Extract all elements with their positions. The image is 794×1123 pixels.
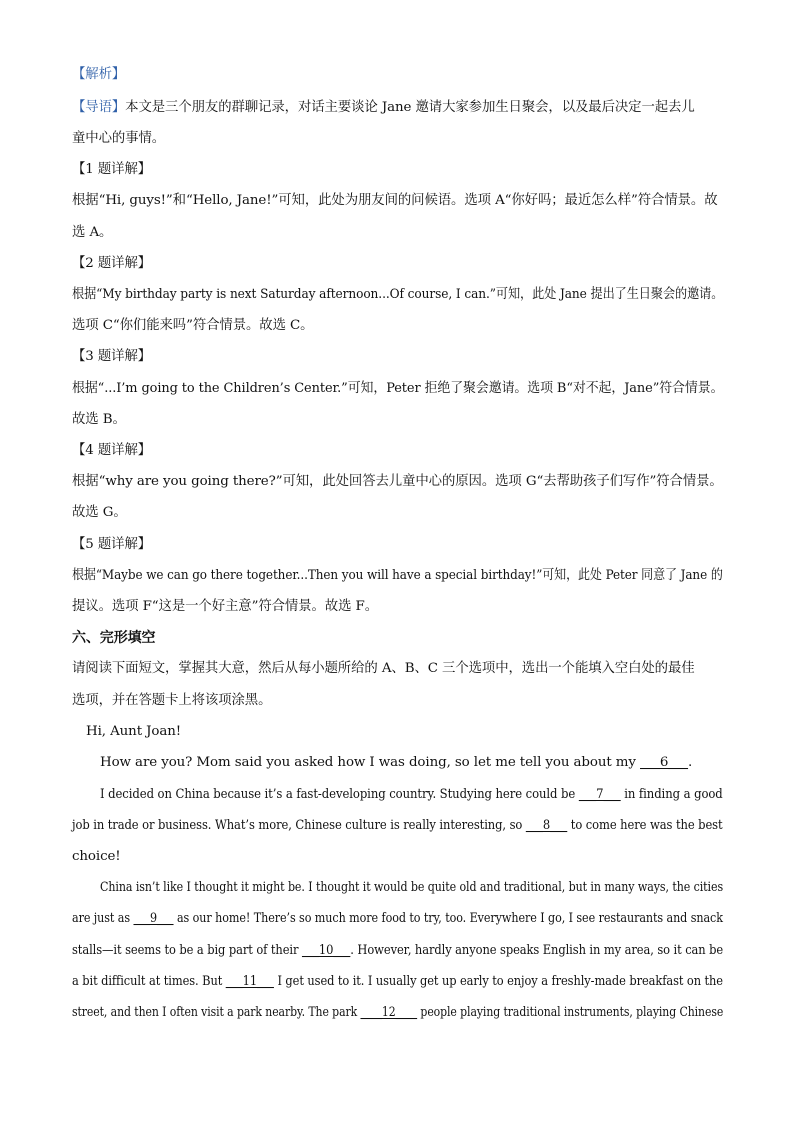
- blank-7: ___7___: [578, 787, 621, 802]
- p3-text-g: I get used to it. I usually get up early to enjoy a freshly-made breakfast on the: [273, 974, 723, 989]
- blank-12: ____12____: [360, 1005, 418, 1020]
- instruction-line-1: 请阅读下面短文，掌握其大意，然后从每小题所给的 A、B、C 三个选项中，选出一个能填入空白处的最佳: [72, 661, 695, 676]
- instruction-line-2: 选项，并在答题卡上将该项涂黑。: [72, 693, 272, 708]
- q5-heading: 【5 题详解】: [72, 537, 152, 552]
- paragraph-3-line-5: [72, 1004, 723, 1022]
- guide-text-1: 本文是三个朋友的群聊记录，对话主要谈论 Jane 邀请大家参加生日聚会，以及最后决定一起去儿: [125, 100, 695, 115]
- q4-line-1: 根据“why are you going there?”可知，此处回答去儿童中心的原因。选项 G“去帮助孩子们写作”符合情景。: [72, 474, 723, 489]
- blank-9: ___9___: [133, 911, 174, 926]
- guide-label: 【导语】: [72, 100, 126, 115]
- p2-text-c: job in trade or business. What’s more, Chinese culture is really interesting, so: [72, 818, 526, 833]
- blank-11: ___11___: [225, 974, 274, 989]
- analysis-heading: 【解析】: [72, 67, 126, 82]
- blank-8: ___8___: [525, 818, 568, 833]
- p2-text-d: to come here was the best: [567, 818, 723, 833]
- q1-line-1: 根据“Hi, guys!”和“Hello, Jane!”可知，此处为朋友间的问候语。选项 A“你好吗；最近怎么样”符合情景。故: [72, 193, 718, 208]
- p3-text-h: street, and then I often visit a park nearby. The park: [72, 1005, 361, 1020]
- q1-heading: 【1 题详解】: [72, 162, 152, 177]
- section-title: 六、完形填空: [72, 630, 156, 646]
- p3-text-c: as our home! There’s so much more food to try, too. Everywhere I go, I see restaurants and snack: [173, 911, 723, 926]
- p3-text-e: . However, hardly anyone speaks English in my area, so it can be: [350, 943, 724, 958]
- q3-line-1: 根据“...I’m going to the Children’s Center.”可知，Peter 拒绝了聚会邀请。选项 B“对不起，Jane”符合情景。: [72, 381, 724, 396]
- p1-text-a: How are you? Mom said you asked how I was doing, so let me tell you about my: [100, 755, 641, 770]
- paragraph-2-line-1: [100, 786, 723, 804]
- paragraph-1: [100, 754, 692, 772]
- paragraph-3-line-3: [72, 942, 723, 960]
- blank-6: ___6___: [640, 755, 689, 770]
- p3-text-i: people playing traditional instruments, playing Chinese: [417, 1005, 724, 1020]
- q3-heading: 【3 题详解】: [72, 349, 152, 364]
- q5-line-2: 提议。选项 F“这是一个好主意”符合情景。故选 F。: [72, 599, 378, 614]
- paragraph-2-line-3: choice!: [72, 849, 121, 864]
- q4-line-2: 故选 G。: [72, 505, 127, 520]
- p2-text-a: I decided on China because it’s a fast-developing country. Studying here could be: [100, 787, 579, 802]
- p1-text-b: .: [688, 755, 693, 770]
- q4-heading: 【4 题详解】: [72, 443, 152, 458]
- paragraph-3-line-4: [72, 973, 723, 991]
- q2-line-1: 根据“My birthday party is next Saturday afternoon...Of course, I can.”可知，此处 Jane 提出了生日聚会的邀请。: [72, 287, 724, 302]
- letter-greeting: Hi, Aunt Joan!: [86, 724, 182, 739]
- paragraph-3-line-1: China isn’t like I thought it might be. I thought it would be quite old and traditional, but in many ways, the cities: [100, 880, 724, 895]
- q5-line-1: 根据“Maybe we can go there together...Then you will have a special birthday!”可知，此处 Peter 同意了 Jane 的: [72, 568, 723, 583]
- p3-text-f: a bit difficult at times. But: [72, 974, 226, 989]
- paragraph-3-line-2: [72, 910, 723, 928]
- p3-text-d: stalls—it seems to be a big part of their: [72, 943, 302, 958]
- blank-10: ___10___: [301, 943, 351, 958]
- q2-heading: 【2 题详解】: [72, 256, 152, 271]
- q3-line-2: 故选 B。: [72, 412, 126, 427]
- q2-line-2: 选项 C“你们能来吗”符合情景。故选 C。: [72, 318, 314, 333]
- guide-line-1: [72, 99, 695, 117]
- paragraph-2-line-2: [72, 817, 723, 835]
- q1-line-2: 选 A。: [72, 225, 113, 240]
- p3-text-b: are just as: [72, 911, 134, 926]
- guide-line-2: 童中心的事情。: [72, 131, 166, 146]
- p2-text-b: in finding a good: [620, 787, 723, 802]
